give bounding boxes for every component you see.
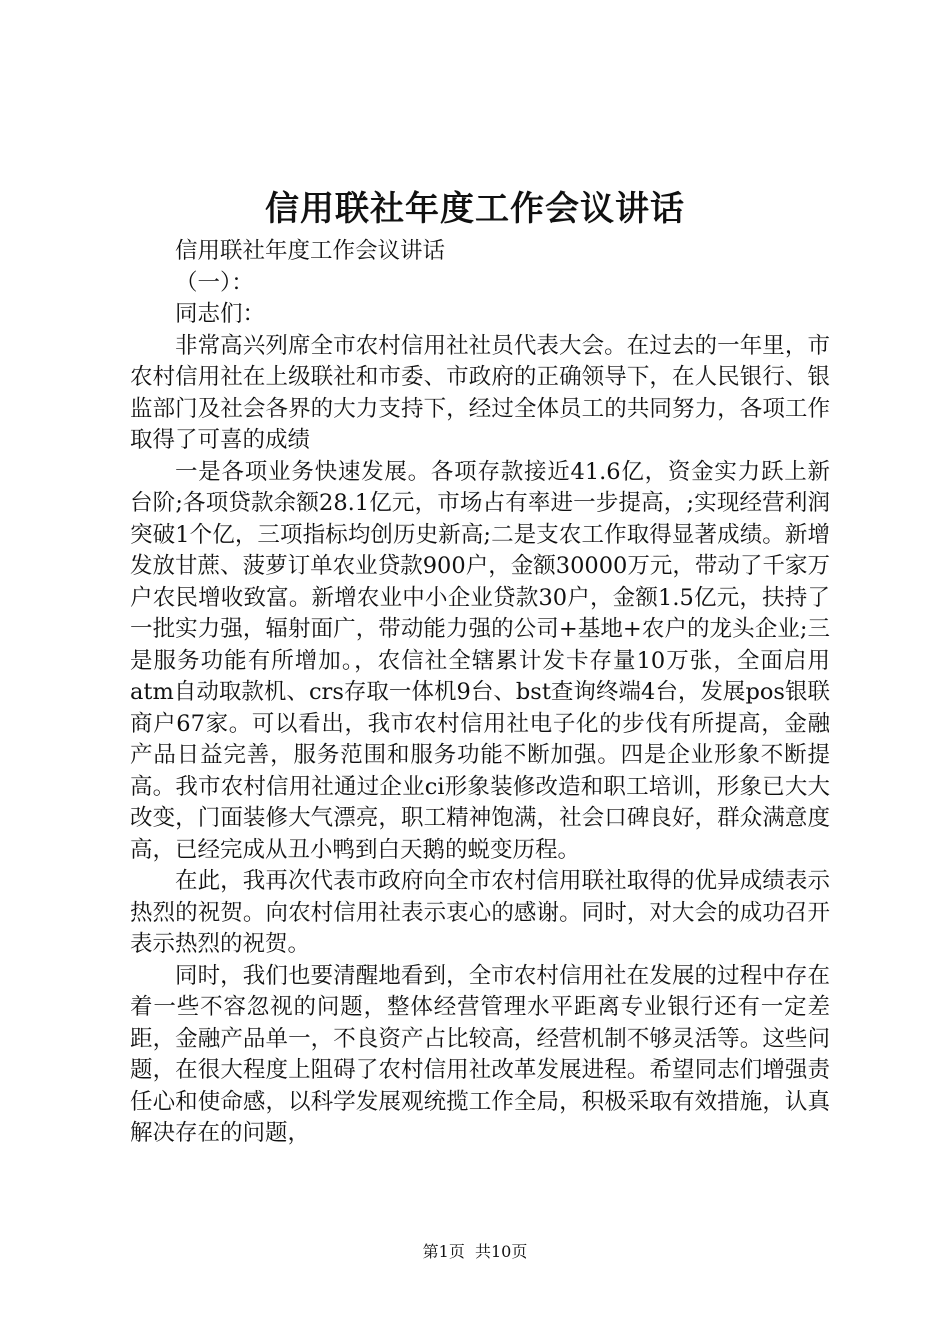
salutation: 同志们： — [175, 301, 266, 327]
paragraph-achievements: 一是各项业务快速发展。各项存款接近41.6亿，资金实力跃上新台阶;各项贷款余额28.1亿元，市场占有率进一步提高，;实现经营利润突破1个亿，三项指标均创历史新高;二是支农工作取得显著成绩。新增发放甘蔗、菠萝订单农业贷款900户，金额30000万元，带动了千家万户农民增收致富。新增农业中小企业贷款30户，金额1.5亿元，扶持了一批实力强，辐射面广，带动能力强的公司+基地+农户的龙头企业;三是服务功能有所增加。，农信社全辖累计发卡存量10万张，全面启用atm自动取款机、crs存取一体机9台、bst查询终端4台，发展pos银联商户67家。可以看出，我市农村信用社电子化的步伐有所提高，金融产品日益完善，服务范围和服务功能不断加强。四是企业形象不断提高。我市农村信用社通过企业ci形象装修改造和职工培训，形象已大大改变，门面装修大气漂亮，职工精神饱满，社会口碑良好，群众满意度高，已经完成从丑小鸭到白天鹅的蜕变历程。 — [130, 458, 830, 863]
paragraph-problems: 同时，我们也要清醒地看到，全市农村信用社在发展的过程中存在着一些不容忽视的问题，整体经营管理水平距离专业银行还有一定差距，金融产品单一，不良资产占比较高，经营机制不够灵活等。这些问题，在很大程度上阻碍了农村信用社改革发展进程。希望同志们增强责任心和使命感，以科学发展观统揽工作全局，积极采取有效措施，认真解决存在的问题， — [130, 962, 830, 1146]
paragraph-congratulations: 在此，我再次代表市政府向全市农村信用联社取得的优异成绩表示热烈的祝贺。向农村信用社表示衷心的感谢。同时，对大会的成功召开表示热烈的祝贺。 — [130, 868, 830, 957]
page-number: 第1页 共10页 — [422, 1242, 528, 1261]
page-footer — [0, 1240, 950, 1264]
section-number: （一）： — [175, 269, 254, 296]
subtitle-line: 信用联社年度工作会议讲话 — [175, 238, 446, 264]
document-body — [130, 236, 830, 1150]
paragraph-intro: 非常高兴列席全市农村信用社社员代表大会。在过去的一年里，市农村信用社在上级联社和市委、市政府的正确领导下，在人民银行、银监部门及社会各界的大力支持下，经过全体员工的共同努力，各项工作取得了可喜的成绩 — [130, 332, 830, 453]
document-title: 信用联社年度工作会议讲话 — [265, 189, 685, 229]
